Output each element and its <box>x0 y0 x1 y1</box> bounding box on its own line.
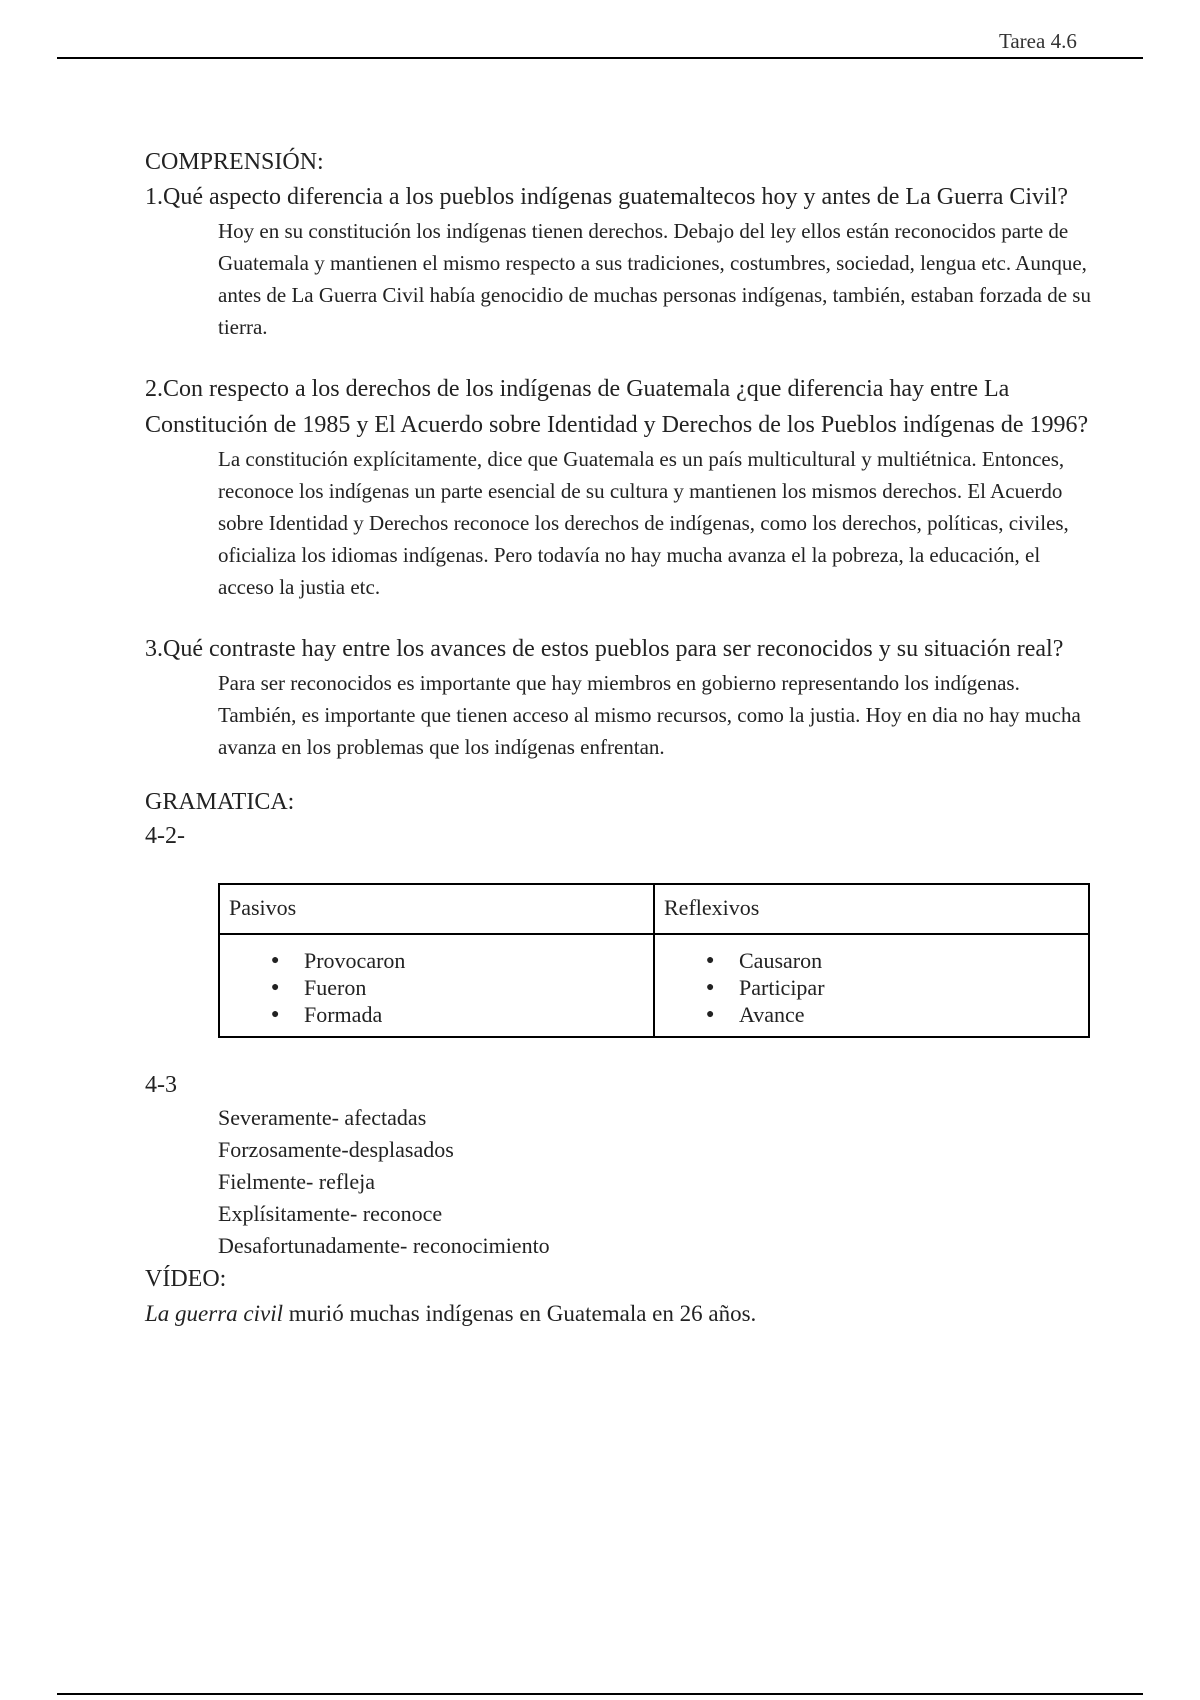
grammar-table-wrapper <box>218 883 1095 1038</box>
section-4-3-label: 4-3 <box>145 1072 177 1098</box>
footer-rule <box>57 1693 1143 1695</box>
spacer <box>145 1038 1095 1068</box>
column-header-reflexivos: Reflexivos <box>654 884 1089 934</box>
list-item: ● Avance <box>739 1001 1079 1028</box>
video-heading: VÍDEO: <box>145 1266 227 1292</box>
adverb-item: Explísitamente- reconoce <box>218 1201 443 1226</box>
column-header-pasivos: Pasivos <box>219 884 654 934</box>
list-item: ● Provocaron <box>304 947 644 974</box>
list-item: ● Causaron <box>739 947 1079 974</box>
question-1: 1.Qué aspecto diferencia a los pueblos indígenas guatemaltecos hoy y antes de La Guerra Civil? <box>145 184 1069 210</box>
grammar-table <box>218 883 1090 1038</box>
adverb-item: Desafortunadamente- reconocimiento <box>218 1233 550 1258</box>
answer-2: La constitución explícitamente, dice que Guatemala es un país multicultural y multiétnica. Entonces, reconoce los indígenas un parte esencial de su cultura y mantienen los mismos derechos. El Acuerdo sobre Identidad y Derechos reconoce los derechos de indígenas, como los derechos, políticas, civiles, oficializa los idiomas indígenas. Pero todavía no hay mucha avanza el la pobreza, la educación, el acceso la justia etc. <box>218 447 1069 599</box>
comprension-heading: COMPRENSIÓN: <box>145 149 324 175</box>
section-4-2-label: 4-2- <box>145 823 185 849</box>
list-item: ● Fueron <box>304 974 644 1001</box>
adverb-item: Fielmente- refleja <box>218 1169 375 1194</box>
pasivos-cell <box>219 934 654 1037</box>
question-3: 3.Qué contraste hay entre los avances de estos pueblos para ser reconocidos y su situación real? <box>145 636 1064 662</box>
document-header-label: Tarea 4.6 <box>999 29 1077 53</box>
list-item: ● Participar <box>739 974 1079 1001</box>
document-body <box>145 145 1095 1332</box>
question-2: 2.Con respecto a los derechos de los indígenas de Guatemala ¿que diferencia hay entre La Constitución de 1985 y El Acuerdo sobre Identidad y Derechos de los Pueblos indígenas de 1996? <box>145 376 1089 438</box>
spacer <box>145 603 1095 631</box>
video-sentence <box>145 1296 1095 1332</box>
spacer <box>145 343 1095 371</box>
adverb-item: Severamente- afectadas <box>218 1105 427 1130</box>
header-rule <box>57 57 1143 59</box>
answer-3: Para ser reconocidos es importante que hay miembros en gobierno representando los indígenas. También, es importante que tienen acceso al mismo recursos, como la justia. Hoy en dia no hay mucha avanza en los problemas que los indígenas enfrentan. <box>218 671 1081 759</box>
list-item: ● Formada <box>304 1001 644 1028</box>
reflexivos-list <box>664 947 1079 1028</box>
pasivos-list <box>229 947 644 1028</box>
reflexivos-cell <box>654 934 1089 1037</box>
video-sentence-rest: murió muchas indígenas en Guatemala en 26 años. <box>283 1301 757 1326</box>
spacer <box>145 763 1095 785</box>
video-italic-title: La guerra civil <box>145 1301 283 1326</box>
adverb-item: Forzosamente-desplasados <box>218 1137 454 1162</box>
table-row <box>219 934 1089 1037</box>
table-header-row <box>219 884 1089 934</box>
gramatica-heading: GRAMATICA: <box>145 789 295 815</box>
answer-1: Hoy en su constitución los indígenas tienen derechos. Debajo del ley ellos están reconocidos parte de Guatemala y mantienen el mismo respecto a sus tradiciones, costumbres, sociedad, lengua etc. Aunque, antes de La Guerra Civil había genocidio de muchas personas indígenas, también, estaban forzada de su tierra. <box>218 219 1091 339</box>
